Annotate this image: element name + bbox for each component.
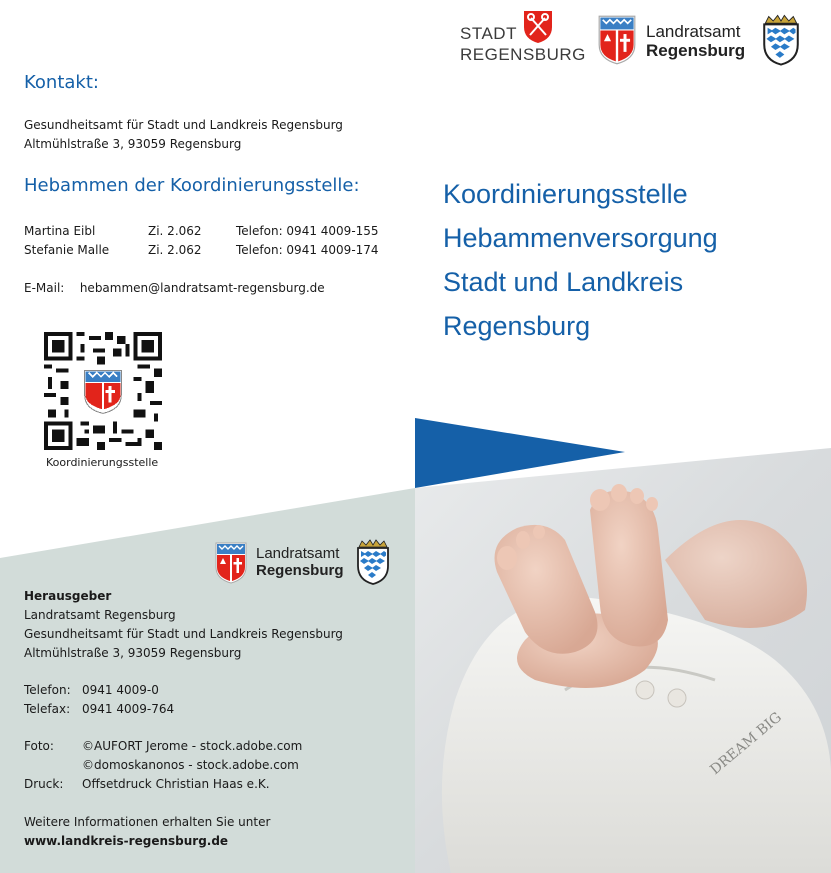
midwife-name: Stefanie Malle — [24, 243, 110, 257]
landratsamt-logo-line1: Landratsamt — [256, 545, 340, 562]
qr-caption: Koordinierungsstelle — [46, 456, 159, 469]
print-value: Offsetdruck Christian Haas e.K. — [82, 777, 270, 791]
midwives-heading: Hebammen der Koordinierungsstelle: — [24, 175, 360, 196]
print-label: Druck: — [24, 777, 64, 791]
publisher-contact — [24, 681, 174, 719]
publisher-block — [24, 587, 343, 663]
contact-org: Gesundheitsamt für Stadt und Landkreis Regensburg — [24, 118, 343, 132]
onesie-print-text: DREAM BIG — [707, 709, 785, 779]
email-row — [24, 279, 325, 298]
photo-credit: ©domoskanonos - stock.adobe.com — [82, 758, 299, 772]
midwife-room: Zi. 2.062 — [148, 243, 202, 257]
contact-heading: Kontakt: — [24, 72, 99, 93]
landratsamt-logo-line1: Landratsamt — [646, 22, 741, 41]
photo-label: Foto: — [24, 739, 54, 753]
district-coat-of-arms-icon — [598, 15, 636, 65]
landratsamt-logo-line2: Regensburg — [256, 562, 344, 579]
bavaria-coat-of-arms-icon — [356, 539, 390, 585]
title-line: Koordinierungsstelle — [443, 179, 688, 209]
email-label: E-Mail: — [24, 281, 65, 295]
publisher-heading: Herausgeber — [24, 589, 112, 603]
midwife-name: Martina Eibl — [24, 224, 96, 238]
landratsamt-logo-top — [598, 13, 808, 69]
fax-label: Telefax: — [24, 702, 71, 716]
contact-block — [24, 116, 343, 154]
phone-value[interactable]: 0941 4009-0 — [82, 683, 159, 697]
publisher-line: Gesundheitsamt für Stadt und Landkreis Regensburg — [24, 627, 343, 641]
title-line: Regensburg — [443, 311, 591, 341]
qr-code[interactable] — [44, 332, 162, 450]
list-item — [24, 222, 379, 241]
website-link[interactable]: www.landkreis-regensburg.de — [24, 834, 229, 848]
stadt-regensburg-logo — [460, 10, 590, 65]
list-item — [24, 241, 379, 260]
title-line: Stadt und Landkreis — [443, 267, 684, 297]
title-line: Hebammenversorgung — [443, 223, 718, 253]
midwife-room: Zi. 2.062 — [148, 224, 202, 238]
stadt-logo-line1: STADT — [460, 24, 517, 43]
city-keys-coat-of-arms-icon — [523, 10, 553, 44]
bavaria-coat-of-arms-icon — [762, 13, 800, 67]
baby-feet-photo — [415, 0, 831, 873]
email-link[interactable]: hebammen@landratsamt-regensburg.de — [79, 281, 325, 295]
more-info-block — [24, 813, 270, 851]
right-panel — [415, 0, 831, 873]
phone-label: Telefon: — [24, 683, 71, 697]
credits-block — [24, 737, 302, 794]
more-info-text: Weitere Informationen erhalten Sie unter — [24, 815, 271, 829]
district-coat-of-arms-icon — [215, 542, 247, 584]
publisher-line: Altmühlstraße 3, 93059 Regensburg — [24, 646, 242, 660]
midwife-phone[interactable]: Telefon: 0941 4009-155 — [236, 224, 379, 238]
brochure-title — [443, 172, 718, 348]
stadt-logo-line2: REGENSBURG — [460, 45, 586, 64]
midwife-phone[interactable]: Telefon: 0941 4009-174 — [236, 243, 379, 257]
publisher-line: Landratsamt Regensburg — [24, 608, 176, 622]
midwives-list — [24, 222, 379, 260]
fax-value: 0941 4009-764 — [82, 702, 175, 716]
contact-address: Altmühlstraße 3, 93059 Regensburg — [24, 137, 242, 151]
photo-credit: ©AUFORT Jerome - stock.adobe.com — [82, 739, 303, 753]
landratsamt-logo-line2: Regensburg — [646, 41, 746, 60]
left-panel — [0, 0, 415, 873]
landratsamt-logo-bottom — [215, 539, 395, 587]
